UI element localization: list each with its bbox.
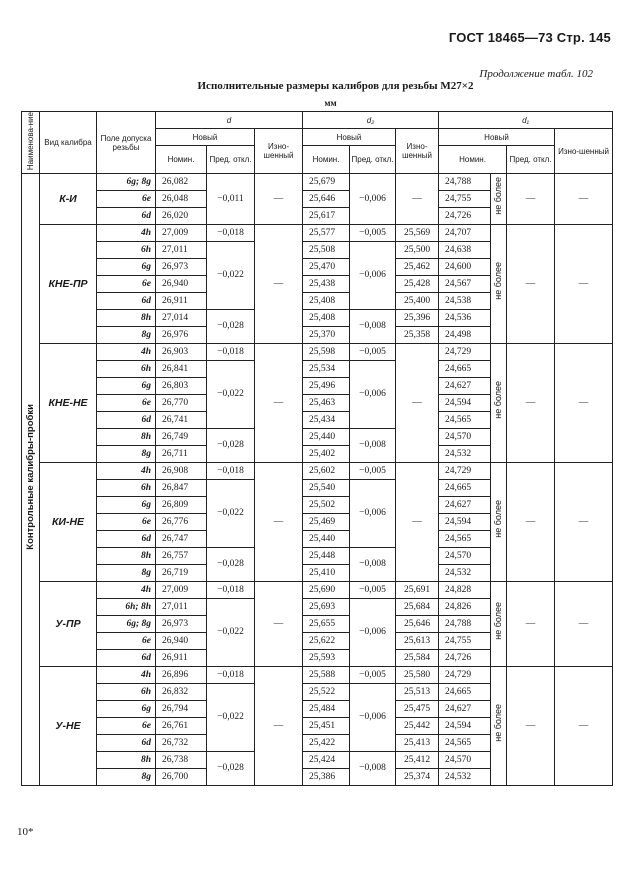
d1-nominal: 24,638 bbox=[439, 242, 491, 259]
d1-nominal: 24,828 bbox=[439, 582, 491, 599]
d-nominal: 26,911 bbox=[156, 650, 207, 667]
d-nominal: 26,794 bbox=[156, 701, 207, 718]
d2-nominal: 25,540 bbox=[303, 480, 350, 497]
d1-nominal: 24,755 bbox=[439, 191, 491, 208]
d-nominal: 26,700 bbox=[156, 769, 207, 786]
page-footer: 10* bbox=[17, 826, 34, 838]
d1-nominal: 24,707 bbox=[439, 225, 491, 242]
d-nominal: 26,841 bbox=[156, 361, 207, 378]
d2-nominal: 25,496 bbox=[303, 378, 350, 395]
d2-worn: 25,500 bbox=[396, 242, 439, 259]
d2-deviation: −0,006 bbox=[350, 242, 396, 310]
d2-nominal: 25,469 bbox=[303, 514, 350, 531]
tolerance-field: 6e bbox=[97, 276, 156, 293]
header-naim: Наименова-ние bbox=[22, 112, 40, 174]
d2-nominal: 25,470 bbox=[303, 259, 350, 276]
d-deviation: −0,022 bbox=[207, 684, 255, 752]
d2-nominal: 25,588 bbox=[303, 667, 350, 684]
d2-nominal: 25,679 bbox=[303, 174, 350, 191]
d2-deviation: −0,006 bbox=[350, 361, 396, 429]
tolerance-field: 6e bbox=[97, 395, 156, 412]
d2-nominal: 25,598 bbox=[303, 344, 350, 361]
d-nominal: 26,973 bbox=[156, 616, 207, 633]
d2-deviation: −0,008 bbox=[350, 752, 396, 786]
d1-worn: — bbox=[555, 174, 613, 225]
d2-worn: 25,569 bbox=[396, 225, 439, 242]
d1-deviation: — bbox=[507, 344, 555, 463]
header-d-nom: Номин. bbox=[156, 146, 207, 174]
tolerance-field: 8g bbox=[97, 565, 156, 582]
d-worn: — bbox=[255, 344, 303, 463]
d-nominal: 26,940 bbox=[156, 633, 207, 650]
d-nominal: 27,011 bbox=[156, 599, 207, 616]
d-deviation: −0,028 bbox=[207, 752, 255, 786]
ne-bolee-label: не более bbox=[493, 602, 504, 640]
d1-nominal: 24,665 bbox=[439, 684, 491, 701]
header-d1-worn: Изно-шенный bbox=[555, 129, 613, 174]
gauge-type: У-НЕ bbox=[40, 667, 97, 786]
d1-worn: — bbox=[555, 225, 613, 344]
tolerance-field: 6h bbox=[97, 242, 156, 259]
tolerance-field: 8h bbox=[97, 429, 156, 446]
table-row bbox=[22, 344, 613, 361]
d-deviation: −0,018 bbox=[207, 582, 255, 599]
d2-deviation: −0,008 bbox=[350, 429, 396, 463]
d-deviation: −0,022 bbox=[207, 599, 255, 667]
tolerance-field: 6e bbox=[97, 514, 156, 531]
ne-bolee-label: не более bbox=[493, 177, 504, 215]
d1-nominal: 24,567 bbox=[439, 276, 491, 293]
d1-worn: — bbox=[555, 463, 613, 582]
d-nominal: 26,973 bbox=[156, 259, 207, 276]
d-nominal: 26,976 bbox=[156, 327, 207, 344]
d-nominal: 26,847 bbox=[156, 480, 207, 497]
header-d-new: Новый bbox=[156, 129, 255, 146]
d2-worn: 25,691 bbox=[396, 582, 439, 599]
ne-bolee-label: не более bbox=[493, 381, 504, 419]
tolerance-field: 8h bbox=[97, 310, 156, 327]
d2-worn: 25,584 bbox=[396, 650, 439, 667]
header-d2-new: Новый bbox=[303, 129, 396, 146]
d2-worn: 25,442 bbox=[396, 718, 439, 735]
d-deviation: −0,022 bbox=[207, 480, 255, 548]
header-vid: Вид калибра bbox=[40, 112, 97, 174]
d1-nominal: 24,665 bbox=[439, 480, 491, 497]
d-deviation: −0,022 bbox=[207, 242, 255, 310]
tolerance-field: 8h bbox=[97, 752, 156, 769]
d2-nominal: 25,463 bbox=[303, 395, 350, 412]
gauge-type: КИ-НЕ bbox=[40, 463, 97, 582]
d2-nominal: 25,484 bbox=[303, 701, 350, 718]
d1-nominal: 24,532 bbox=[439, 446, 491, 463]
d1-nominal: 24,536 bbox=[439, 310, 491, 327]
gauge-type: КНЕ-ПР bbox=[40, 225, 97, 344]
d2-nominal: 25,577 bbox=[303, 225, 350, 242]
d1-limit-note bbox=[491, 225, 507, 344]
d2-nominal: 25,693 bbox=[303, 599, 350, 616]
ne-bolee-label: не более bbox=[493, 262, 504, 300]
d-nominal: 26,749 bbox=[156, 429, 207, 446]
d2-nominal: 25,440 bbox=[303, 531, 350, 548]
tolerance-field: 6g bbox=[97, 378, 156, 395]
tolerance-field: 6g; 8g bbox=[97, 616, 156, 633]
d2-nominal: 25,424 bbox=[303, 752, 350, 769]
d-nominal: 26,809 bbox=[156, 497, 207, 514]
d1-nominal: 24,726 bbox=[439, 208, 491, 225]
d2-nominal: 25,408 bbox=[303, 293, 350, 310]
tolerance-field: 4h bbox=[97, 463, 156, 480]
ne-bolee-label: не более bbox=[493, 500, 504, 538]
tolerance-field: 6g bbox=[97, 497, 156, 514]
d-worn: — bbox=[255, 667, 303, 786]
tolerance-field: 6d bbox=[97, 650, 156, 667]
d-worn: — bbox=[255, 582, 303, 667]
d-nominal: 27,011 bbox=[156, 242, 207, 259]
ne-bolee-label: не более bbox=[493, 704, 504, 742]
d-nominal: 26,719 bbox=[156, 565, 207, 582]
d1-nominal: 24,729 bbox=[439, 344, 491, 361]
table-row bbox=[22, 582, 613, 599]
d2-worn: 25,475 bbox=[396, 701, 439, 718]
d1-nominal: 24,565 bbox=[439, 531, 491, 548]
d-nominal: 26,770 bbox=[156, 395, 207, 412]
table-title: Исполнительные размеры калибров для резьбы М27×2 bbox=[197, 80, 474, 92]
d-nominal: 26,803 bbox=[156, 378, 207, 395]
header-pole: Поле допуска резьбы bbox=[97, 112, 156, 174]
tolerance-field: 6h bbox=[97, 684, 156, 701]
d-nominal: 27,009 bbox=[156, 225, 207, 242]
d2-worn: 25,684 bbox=[396, 599, 439, 616]
header-d2-nom: Номин. bbox=[303, 146, 350, 174]
d1-nominal: 24,726 bbox=[439, 650, 491, 667]
d1-nominal: 24,498 bbox=[439, 327, 491, 344]
header-d2: d₂ bbox=[303, 112, 439, 129]
d1-nominal: 24,532 bbox=[439, 769, 491, 786]
d1-deviation: — bbox=[507, 225, 555, 344]
d1-nominal: 24,594 bbox=[439, 718, 491, 735]
d2-worn: 25,374 bbox=[396, 769, 439, 786]
d-nominal: 26,896 bbox=[156, 667, 207, 684]
tolerance-field: 4h bbox=[97, 582, 156, 599]
d-deviation: −0,028 bbox=[207, 310, 255, 344]
d2-nominal: 25,370 bbox=[303, 327, 350, 344]
d2-deviation: −0,008 bbox=[350, 310, 396, 344]
d-nominal: 26,747 bbox=[156, 531, 207, 548]
d2-deviation: −0,005 bbox=[350, 582, 396, 599]
d2-deviation: −0,005 bbox=[350, 225, 396, 242]
d-deviation: −0,028 bbox=[207, 429, 255, 463]
d-deviation: −0,018 bbox=[207, 463, 255, 480]
d2-nominal: 25,655 bbox=[303, 616, 350, 633]
d-nominal: 26,020 bbox=[156, 208, 207, 225]
header-d1-nom: Номин. bbox=[439, 146, 507, 174]
tolerance-field: 4h bbox=[97, 344, 156, 361]
d1-deviation: — bbox=[507, 463, 555, 582]
d1-limit-note bbox=[491, 174, 507, 225]
gauge-type: У-ПР bbox=[40, 582, 97, 667]
d2-nominal: 25,434 bbox=[303, 412, 350, 429]
d1-nominal: 24,729 bbox=[439, 667, 491, 684]
d2-worn: 25,580 bbox=[396, 667, 439, 684]
table-row bbox=[22, 667, 613, 684]
d2-worn: 25,428 bbox=[396, 276, 439, 293]
d-nominal: 26,738 bbox=[156, 752, 207, 769]
dimensions-table bbox=[21, 111, 613, 786]
d-nominal: 26,741 bbox=[156, 412, 207, 429]
category-label: Контрольные калибры-пробки bbox=[25, 403, 36, 550]
d2-nominal: 25,402 bbox=[303, 446, 350, 463]
table-row bbox=[22, 174, 613, 191]
d-deviation: −0,018 bbox=[207, 225, 255, 242]
d-nominal: 27,014 bbox=[156, 310, 207, 327]
d-nominal: 26,903 bbox=[156, 344, 207, 361]
d2-worn: 25,513 bbox=[396, 684, 439, 701]
d2-deviation: −0,006 bbox=[350, 174, 396, 225]
d2-nominal: 25,451 bbox=[303, 718, 350, 735]
d-nominal: 26,911 bbox=[156, 293, 207, 310]
gauge-type: КНЕ-НЕ bbox=[40, 344, 97, 463]
d2-nominal: 25,622 bbox=[303, 633, 350, 650]
d-worn: — bbox=[255, 463, 303, 582]
table-row bbox=[22, 463, 613, 480]
d1-nominal: 24,600 bbox=[439, 259, 491, 276]
d-nominal: 26,711 bbox=[156, 446, 207, 463]
d-deviation: −0,011 bbox=[207, 174, 255, 225]
d2-deviation: −0,006 bbox=[350, 599, 396, 667]
tolerance-field: 6h bbox=[97, 480, 156, 497]
d2-worn: 25,413 bbox=[396, 735, 439, 752]
d2-nominal: 25,690 bbox=[303, 582, 350, 599]
d1-worn: — bbox=[555, 667, 613, 786]
d1-nominal: 24,627 bbox=[439, 497, 491, 514]
d2-worn: 25,613 bbox=[396, 633, 439, 650]
d1-nominal: 24,729 bbox=[439, 463, 491, 480]
d-nominal: 26,761 bbox=[156, 718, 207, 735]
header-d2-worn: Изно-шенный bbox=[396, 129, 439, 174]
tolerance-field: 6g bbox=[97, 259, 156, 276]
d-nominal: 26,732 bbox=[156, 735, 207, 752]
d1-deviation: — bbox=[507, 667, 555, 786]
d2-worn: 25,412 bbox=[396, 752, 439, 769]
category-cell bbox=[22, 174, 40, 786]
tolerance-field: 6d bbox=[97, 531, 156, 548]
d-worn: — bbox=[255, 225, 303, 344]
d2-nominal: 25,534 bbox=[303, 361, 350, 378]
d-nominal: 26,757 bbox=[156, 548, 207, 565]
page-header: ГОСТ 18465—73 Стр. 145 bbox=[448, 30, 611, 45]
header-d-pred: Пред. откл. bbox=[207, 146, 255, 174]
header-d1-pred: Пред. откл. bbox=[507, 146, 555, 174]
d1-nominal: 24,788 bbox=[439, 616, 491, 633]
d2-worn: 25,400 bbox=[396, 293, 439, 310]
d1-nominal: 24,565 bbox=[439, 735, 491, 752]
d-nominal: 26,082 bbox=[156, 174, 207, 191]
d2-worn: 25,646 bbox=[396, 616, 439, 633]
tolerance-field: 6d bbox=[97, 293, 156, 310]
d1-nominal: 24,627 bbox=[439, 378, 491, 395]
d2-nominal: 25,440 bbox=[303, 429, 350, 446]
d-nominal: 26,832 bbox=[156, 684, 207, 701]
d2-worn: 25,396 bbox=[396, 310, 439, 327]
d2-nominal: 25,508 bbox=[303, 242, 350, 259]
d1-nominal: 24,826 bbox=[439, 599, 491, 616]
d2-nominal: 25,502 bbox=[303, 497, 350, 514]
gauge-type: К-И bbox=[40, 174, 97, 225]
d2-nominal: 25,593 bbox=[303, 650, 350, 667]
d-deviation: −0,018 bbox=[207, 344, 255, 361]
d2-deviation: −0,005 bbox=[350, 344, 396, 361]
d1-worn: — bbox=[555, 582, 613, 667]
header-d: d bbox=[156, 112, 303, 129]
d-nominal: 27,009 bbox=[156, 582, 207, 599]
d2-deviation: −0,006 bbox=[350, 480, 396, 548]
d1-nominal: 24,755 bbox=[439, 633, 491, 650]
d2-deviation: −0,008 bbox=[350, 548, 396, 582]
tolerance-field: 6d bbox=[97, 412, 156, 429]
d1-deviation: — bbox=[507, 582, 555, 667]
d2-nominal: 25,448 bbox=[303, 548, 350, 565]
tolerance-field: 6h; 8h bbox=[97, 599, 156, 616]
d2-worn: — bbox=[396, 463, 439, 582]
d1-nominal: 24,570 bbox=[439, 429, 491, 446]
d1-nominal: 24,565 bbox=[439, 412, 491, 429]
tolerance-field: 8h bbox=[97, 548, 156, 565]
continuation-note: Продолжение табл. 102 bbox=[479, 68, 593, 80]
d2-worn: 25,462 bbox=[396, 259, 439, 276]
d2-nominal: 25,410 bbox=[303, 565, 350, 582]
tolerance-field: 8g bbox=[97, 446, 156, 463]
table-row bbox=[22, 225, 613, 242]
d1-nominal: 24,594 bbox=[439, 395, 491, 412]
tolerance-field: 6e bbox=[97, 633, 156, 650]
d2-nominal: 25,646 bbox=[303, 191, 350, 208]
tolerance-field: 4h bbox=[97, 667, 156, 684]
d-nominal: 26,908 bbox=[156, 463, 207, 480]
d1-deviation: — bbox=[507, 174, 555, 225]
d2-nominal: 25,438 bbox=[303, 276, 350, 293]
d2-nominal: 25,522 bbox=[303, 684, 350, 701]
d1-nominal: 24,594 bbox=[439, 514, 491, 531]
d-deviation: −0,022 bbox=[207, 361, 255, 429]
d1-limit-note bbox=[491, 344, 507, 463]
d1-nominal: 24,532 bbox=[439, 565, 491, 582]
tolerance-field: 4h bbox=[97, 225, 156, 242]
tolerance-field: 6d bbox=[97, 208, 156, 225]
tolerance-field: 6e bbox=[97, 718, 156, 735]
tolerance-field: 8g bbox=[97, 769, 156, 786]
table-body bbox=[22, 174, 613, 786]
d-deviation: −0,018 bbox=[207, 667, 255, 684]
tolerance-field: 6h bbox=[97, 361, 156, 378]
d2-nominal: 25,386 bbox=[303, 769, 350, 786]
d2-deviation: −0,005 bbox=[350, 667, 396, 684]
d1-nominal: 24,665 bbox=[439, 361, 491, 378]
d-deviation: −0,028 bbox=[207, 548, 255, 582]
unit-label: мм bbox=[324, 98, 337, 108]
d2-nominal: 25,422 bbox=[303, 735, 350, 752]
d2-deviation: −0,006 bbox=[350, 684, 396, 752]
d1-nominal: 24,570 bbox=[439, 752, 491, 769]
d2-nominal: 25,602 bbox=[303, 463, 350, 480]
d2-nominal: 25,408 bbox=[303, 310, 350, 327]
d1-nominal: 24,538 bbox=[439, 293, 491, 310]
tolerance-field: 6g; 8g bbox=[97, 174, 156, 191]
d1-nominal: 24,570 bbox=[439, 548, 491, 565]
tolerance-field: 8g bbox=[97, 327, 156, 344]
d2-worn: 25,358 bbox=[396, 327, 439, 344]
tolerance-field: 6d bbox=[97, 735, 156, 752]
d2-deviation: −0,005 bbox=[350, 463, 396, 480]
d-nominal: 26,048 bbox=[156, 191, 207, 208]
d1-worn: — bbox=[555, 344, 613, 463]
tolerance-field: 6g bbox=[97, 701, 156, 718]
d-worn: — bbox=[255, 174, 303, 225]
d2-nominal: 25,617 bbox=[303, 208, 350, 225]
d1-nominal: 24,627 bbox=[439, 701, 491, 718]
header-d1-new: Новый bbox=[439, 129, 555, 146]
d2-worn: — bbox=[396, 344, 439, 463]
d1-limit-note bbox=[491, 667, 507, 786]
tolerance-field: 6e bbox=[97, 191, 156, 208]
d1-limit-note bbox=[491, 582, 507, 667]
d2-worn: — bbox=[396, 174, 439, 225]
d1-limit-note bbox=[491, 463, 507, 582]
d-nominal: 26,940 bbox=[156, 276, 207, 293]
header-d1: d₁ bbox=[439, 112, 613, 129]
header-d-worn: Изно-шенный bbox=[255, 129, 303, 174]
header-d2-pred: Пред. откл. bbox=[350, 146, 396, 174]
d1-nominal: 24,788 bbox=[439, 174, 491, 191]
d-nominal: 26,776 bbox=[156, 514, 207, 531]
